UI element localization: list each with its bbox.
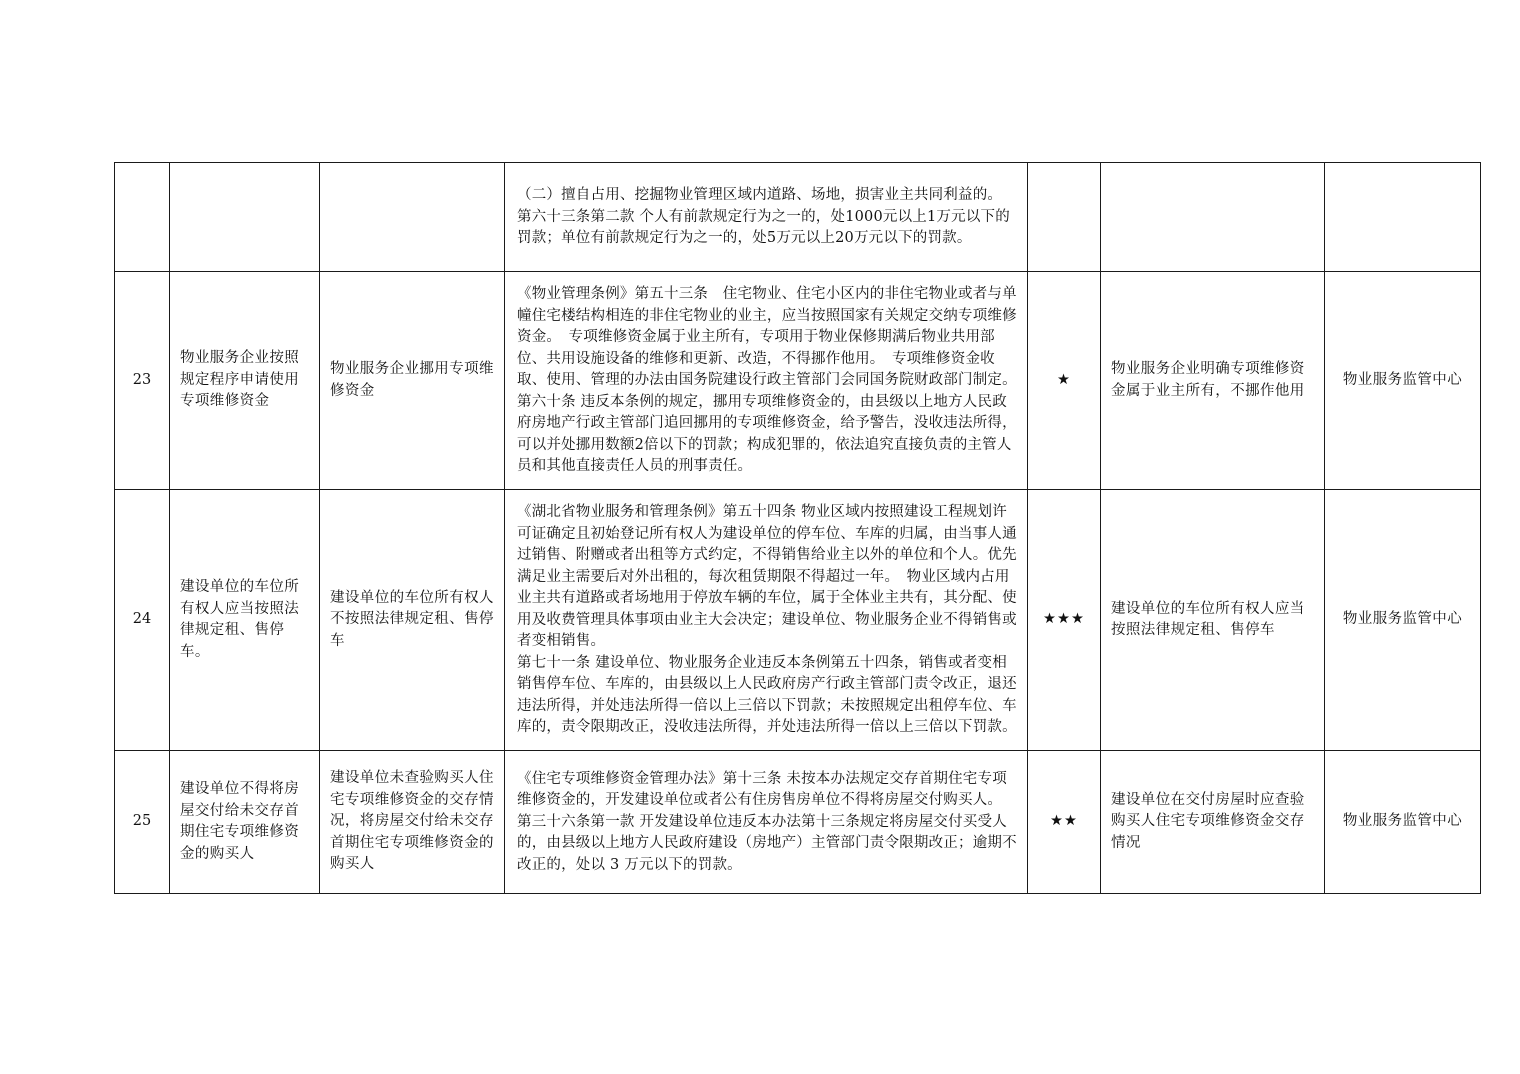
- violation-behavior: 建设单位的车位所有权人不按照法律规定租、售停车: [320, 490, 505, 751]
- compliance-requirement: [1101, 163, 1325, 272]
- regulation-table: [114, 162, 1481, 894]
- legal-basis: [505, 751, 1028, 894]
- legal-basis-paragraph: 第七十一条 建设单位、物业服务企业违反本条例第五十四条，销售或者变相销售停车位、车库的，由县级以上人民政府房产行政主管部门责令改正，退还违法所得，并处违法所得一倍以上三倍以下罚款；未按照规定出租停车位、车库的，责令限期改正，没收违法所得，并处违法所得一倍以上三倍以下罚款。: [517, 654, 1017, 736]
- risk-level-stars: ★★★: [1028, 490, 1101, 751]
- legal-basis-paragraph: 《湖北省物业服务和管理条例》第五十四条 物业区域内按照建设工程规划许可证确定且初始登记所有权人为建设单位的停车位、车库的归属，由当事人通过销售、附赠或者出租等方式约定，不得销售给业主以外的单位和个人。优先满足业主需要后对外出租的，每次租赁期限不得超过一年。 物业区域内占用业主共有道路或者场地用于停放车辆的车位，属于全体业主共有，其分配、使用及收费管理具体事项由业主大会决定；建设单位、物业服务企业不得销售或者变相销售。: [517, 504, 1017, 650]
- legal-basis-paragraph: 《住宅专项维修资金管理办法》第十三条 未按本办法规定交存首期住宅专项维修资金的，开发建设单位或者公有住房售房单位不得将房屋交付购买人。: [517, 770, 1007, 809]
- compliance-requirement: 建设单位的车位所有权人应当按照法律规定租、售停车: [1101, 490, 1325, 751]
- table-row: [115, 490, 1481, 751]
- responsible-department: 物业服务监管中心: [1325, 490, 1481, 751]
- row-number: [115, 163, 170, 272]
- violation-behavior: [320, 163, 505, 272]
- row-number: 23: [115, 272, 170, 490]
- responsible-department: [1325, 163, 1481, 272]
- inspection-item: 建设单位的车位所有权人应当按照法律规定租、售停车。: [170, 490, 320, 751]
- legal-basis-paragraph: （二）擅自占用、挖掘物业管理区域内道路、场地，损害业主共同利益的。: [517, 187, 1003, 204]
- table-row: [115, 163, 1481, 272]
- legal-basis: [505, 490, 1028, 751]
- risk-level-stars: [1028, 163, 1101, 272]
- legal-basis: [505, 272, 1028, 490]
- risk-level-stars: ★★: [1028, 751, 1101, 894]
- legal-basis-paragraph: 第三十六条第一款 开发建设单位违反本办法第十三条规定将房屋交付买受人的，由县级以上地方人民政府建设（房地产）主管部门责令限期改正；逾期不改正的，处以 3 万元以下的罚款。: [517, 813, 1017, 873]
- responsible-department: 物业服务监管中心: [1325, 272, 1481, 490]
- inspection-item: [170, 163, 320, 272]
- legal-basis: [505, 163, 1028, 272]
- inspection-item: 建设单位不得将房屋交付给未交存首期住宅专项维修资金的购买人: [170, 751, 320, 894]
- risk-level-stars: ★: [1028, 272, 1101, 490]
- row-number: 24: [115, 490, 170, 751]
- violation-behavior: 建设单位未查验购买人住宅专项维修资金的交存情况，将房屋交付给未交存首期住宅专项维修资金的购买人: [320, 751, 505, 894]
- legal-basis-paragraph: 第六十三条第二款 个人有前款规定行为之一的，处1000元以上1万元以下的罚款；单位有前款规定行为之一的，处5万元以上20万元以下的罚款。: [517, 208, 1010, 247]
- legal-basis-paragraph: 第六十条 违反本条例的规定，挪用专项维修资金的，由县级以上地方人民政府房地产行政主管部门追回挪用的专项维修资金，给予警告，没收违法所得，可以并处挪用数额2倍以下的罚款；构成犯罪的，依法追究直接负责的主管人员和其他直接责任人员的刑事责任。: [517, 393, 1017, 475]
- compliance-requirement: 建设单位在交付房屋时应查验购买人住宅专项维修资金交存情况: [1101, 751, 1325, 894]
- row-number: 25: [115, 751, 170, 894]
- compliance-requirement: 物业服务企业明确专项维修资金属于业主所有，不挪作他用: [1101, 272, 1325, 490]
- violation-behavior: 物业服务企业挪用专项维修资金: [320, 272, 505, 490]
- inspection-item: 物业服务企业按照规定程序申请使用专项维修资金: [170, 272, 320, 490]
- responsible-department: 物业服务监管中心: [1325, 751, 1481, 894]
- table-row: [115, 272, 1481, 490]
- table-row: [115, 751, 1481, 894]
- legal-basis-paragraph: 《物业管理条例》第五十三条 住宅物业、住宅小区内的非住宅物业或者与单幢住宅楼结构相连的非住宅物业的业主，应当按照国家有关规定交纳专项维修资金。 专项维修资金属于业主所有，专项用于物业保修期满后物业共用部位、共用设施设备的维修和更新、改造，不得挪作他用。 专项维修资金收取、使用、管理的办法由国务院建设行政主管部门会同国务院财政部门制定。: [517, 286, 1017, 389]
